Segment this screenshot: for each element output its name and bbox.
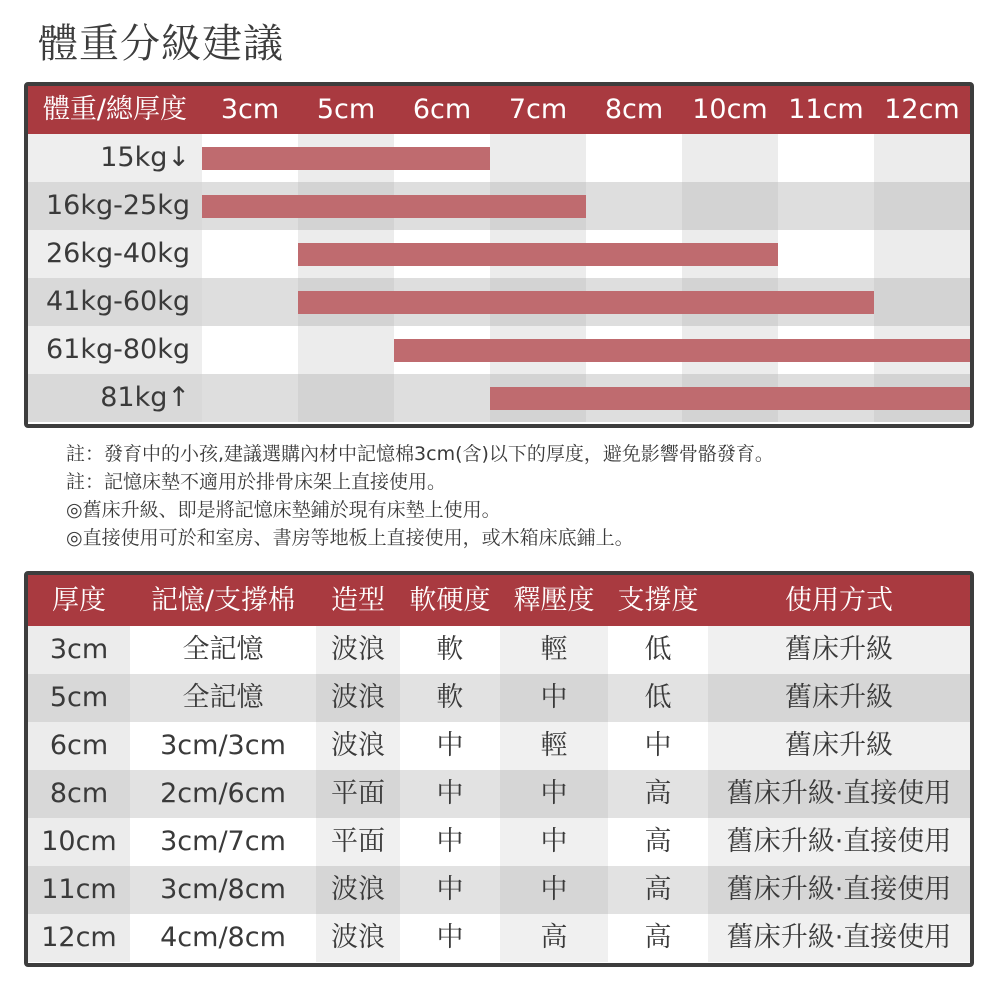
- chart-header-5cm: 5cm: [298, 86, 394, 134]
- spec-row: [28, 722, 970, 770]
- spec-row: [28, 674, 970, 722]
- spec-cell: 12cm: [28, 914, 130, 962]
- spec-cell: 波浪: [316, 866, 400, 914]
- chart-row: [28, 326, 970, 374]
- spec-cell: 全記憶: [130, 626, 316, 674]
- chart-cell: [682, 182, 778, 230]
- spec-cell: 3cm/7cm: [130, 818, 316, 866]
- chart-bar-26kg-40kg: [298, 243, 778, 266]
- chart-grid: [28, 86, 970, 424]
- chart-header-7cm: 7cm: [490, 86, 586, 134]
- spec-cell: 低: [608, 626, 708, 674]
- chart-row-label: 15kg↓: [100, 142, 190, 173]
- spec-cell: 舊床升級: [708, 674, 970, 722]
- spec-cell: 舊床升級·直接使用: [708, 818, 970, 866]
- spec-cell: 波浪: [316, 914, 400, 962]
- spec-cell: 中: [400, 770, 500, 818]
- chart-row-label: 81kg↑: [100, 382, 190, 413]
- note-line-4: ◎直接使用可於和室房、書房等地板上直接使用，或木箱床底鋪上。: [66, 527, 634, 549]
- chart-cell: [778, 182, 874, 230]
- spec-row: [28, 914, 970, 962]
- spec-header-4: 釋壓度: [500, 575, 608, 626]
- spec-cell: 舊床升級·直接使用: [708, 914, 970, 962]
- chart-row-label: 41kg-60kg: [45, 286, 190, 317]
- spec-cell: 高: [608, 914, 708, 962]
- spec-cell: 輕: [500, 722, 608, 770]
- chart-cell: [298, 374, 394, 422]
- spec-cell: 2cm/6cm: [130, 770, 316, 818]
- spec-cell: 中: [400, 914, 500, 962]
- chart-cell: [490, 134, 586, 182]
- note-line-2: 註：記憶床墊不適用於排骨床架上直接使用。: [66, 471, 447, 493]
- spec-cell: 10cm: [28, 818, 130, 866]
- spec-header-3: 軟硬度: [400, 575, 500, 626]
- chart-bar-15kg↓: [202, 147, 490, 170]
- spec-cell: 舊床升級: [708, 722, 970, 770]
- spec-cell: 中: [400, 818, 500, 866]
- chart-bar-61kg-80kg: [394, 339, 970, 362]
- spec-cell: 3cm/8cm: [130, 866, 316, 914]
- spec-table-grid: [28, 575, 970, 963]
- spec-cell: 中: [608, 722, 708, 770]
- spec-cell: 中: [500, 674, 608, 722]
- spec-cell: 3cm/3cm: [130, 722, 316, 770]
- spec-cell: 輕: [500, 626, 608, 674]
- chart-cell: [874, 230, 970, 278]
- chart-row: [28, 182, 970, 230]
- spec-cell: 軟: [400, 674, 500, 722]
- spec-cell: 高: [500, 914, 608, 962]
- chart-cell: [202, 374, 298, 422]
- spec-cell: 高: [608, 866, 708, 914]
- spec-cell: 低: [608, 674, 708, 722]
- chart-cell: [298, 326, 394, 374]
- chart-cell: [778, 230, 874, 278]
- spec-cell: 中: [500, 818, 608, 866]
- spec-row: [28, 818, 970, 866]
- spec-cell: 平面: [316, 770, 400, 818]
- chart-header-12cm: 12cm: [874, 86, 970, 134]
- chart-cell: [874, 278, 970, 326]
- spec-header-6: 使用方式: [708, 575, 970, 626]
- chart-cell: [874, 134, 970, 182]
- note-line-1: 註：發育中的小孩,建議選購內材中記憶棉3cm(含)以下的厚度，避免影響骨骼發育。: [66, 443, 774, 465]
- spec-cell: 平面: [316, 818, 400, 866]
- spec-row: [28, 626, 970, 674]
- spec-cell: 6cm: [28, 722, 130, 770]
- chart-row: [28, 134, 970, 182]
- chart-row-label: 61kg-80kg: [45, 334, 190, 365]
- spec-cell: 中: [500, 866, 608, 914]
- notes: [66, 440, 774, 552]
- chart-bar-16kg-25kg: [202, 195, 586, 218]
- chart-header-11cm: 11cm: [778, 86, 874, 134]
- chart-cell: [202, 278, 298, 326]
- weight-thickness-chart: [24, 82, 974, 428]
- spec-cell: 波浪: [316, 674, 400, 722]
- spec-cell: 波浪: [316, 626, 400, 674]
- spec-cell: 8cm: [28, 770, 130, 818]
- spec-header-5: 支撐度: [608, 575, 708, 626]
- chart-header-3cm: 3cm: [202, 86, 298, 134]
- chart-cell: [682, 134, 778, 182]
- spec-header-1: 記憶/支撐棉: [130, 575, 316, 626]
- chart-row-label: 16kg-25kg: [45, 190, 190, 221]
- spec-cell: 舊床升級: [708, 626, 970, 674]
- spec-cell: 高: [608, 770, 708, 818]
- page-title: 體重分級建議: [38, 21, 284, 67]
- chart-cell: [778, 134, 874, 182]
- chart-row-label: 26kg-40kg: [45, 238, 190, 269]
- chart-row: [28, 374, 970, 422]
- chart-header-6cm: 6cm: [394, 86, 490, 134]
- spec-table: [24, 571, 974, 967]
- spec-cell: 中: [400, 866, 500, 914]
- spec-cell: 舊床升級·直接使用: [708, 866, 970, 914]
- chart-cell: [586, 182, 682, 230]
- spec-cell: 軟: [400, 626, 500, 674]
- chart-bar-41kg-60kg: [298, 291, 874, 314]
- spec-cell: 11cm: [28, 866, 130, 914]
- chart-bar-81kg↑: [490, 387, 970, 410]
- spec-cell: 舊床升級·直接使用: [708, 770, 970, 818]
- chart-cell: [874, 182, 970, 230]
- spec-cell: 3cm: [28, 626, 130, 674]
- chart-header-corner: 體重/總厚度: [28, 86, 202, 134]
- chart-cell: [394, 374, 490, 422]
- spec-cell: 波浪: [316, 722, 400, 770]
- spec-cell: 高: [608, 818, 708, 866]
- spec-cell: 4cm/8cm: [130, 914, 316, 962]
- spec-row: [28, 770, 970, 818]
- spec-cell: 中: [400, 722, 500, 770]
- spec-cell: 5cm: [28, 674, 130, 722]
- spec-header-2: 造型: [316, 575, 400, 626]
- note-line-3: ◎舊床升級、即是將記憶床墊鋪於現有床墊上使用。: [66, 499, 501, 521]
- chart-row: [28, 278, 970, 326]
- chart-row: [28, 230, 970, 278]
- spec-cell: 中: [500, 770, 608, 818]
- chart-cell: [202, 230, 298, 278]
- chart-header-10cm: 10cm: [682, 86, 778, 134]
- chart-header-8cm: 8cm: [586, 86, 682, 134]
- spec-row: [28, 866, 970, 914]
- chart-cell: [202, 326, 298, 374]
- chart-cell: [586, 134, 682, 182]
- spec-cell: 全記憶: [130, 674, 316, 722]
- spec-header-0: 厚度: [28, 575, 130, 626]
